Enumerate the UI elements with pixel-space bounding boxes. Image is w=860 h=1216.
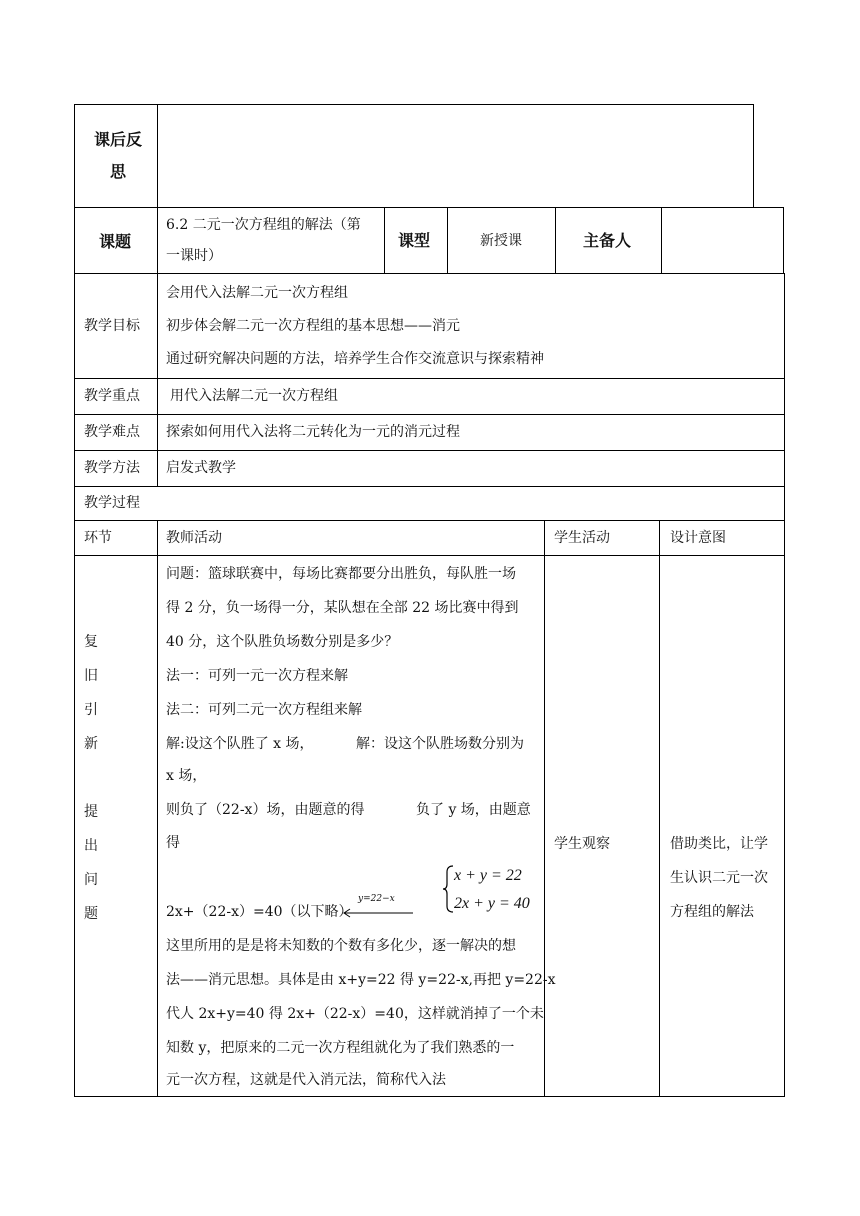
arrow-label: y=22−x bbox=[358, 894, 395, 904]
border bbox=[157, 273, 158, 487]
border bbox=[157, 207, 158, 274]
solution-right-2: 负了 y 场，由题意 bbox=[416, 802, 531, 818]
border bbox=[74, 414, 785, 415]
goal-item: 通过研究解决问题的方法，培养学生合作交流意识与探索精神 bbox=[166, 351, 544, 367]
stage-char: 复 bbox=[84, 634, 98, 650]
solution-left-2: 则负了（22-x）场，由题意的得 bbox=[166, 802, 365, 818]
border bbox=[74, 378, 785, 379]
border bbox=[157, 520, 158, 1097]
border bbox=[74, 1096, 785, 1097]
stage-char: 出 bbox=[84, 838, 98, 854]
border bbox=[661, 207, 662, 274]
type-label: 课型 bbox=[398, 231, 431, 250]
process-label: 教学过程 bbox=[84, 495, 140, 511]
border bbox=[74, 207, 784, 208]
border bbox=[74, 104, 754, 105]
substituted-equation: 2x+（22-x）=40（以下略） bbox=[166, 904, 353, 920]
border bbox=[74, 450, 785, 451]
difficulty-value: 探索如何用代入法将二元转化为一元的消元过程 bbox=[166, 424, 460, 440]
preparer-label: 主备人 bbox=[583, 231, 632, 250]
border bbox=[74, 486, 785, 487]
key-point-label: 教学重点 bbox=[84, 388, 140, 404]
topic-value-2: 一课时） bbox=[166, 248, 222, 264]
border bbox=[74, 273, 75, 1097]
explanation-line: 代人 2x+y=40 得 2x+（22-x）=40，这样就消掉了一个未 bbox=[166, 1006, 544, 1022]
difficulty-label: 教学难点 bbox=[84, 424, 140, 440]
equation-two: 2x + y = 40 bbox=[454, 895, 530, 912]
method-one: 法一：可列一元一次方程来解 bbox=[166, 668, 348, 684]
column-teacher: 教师活动 bbox=[166, 530, 222, 546]
stage-char: 问 bbox=[84, 872, 98, 888]
solution-left: 解:设这个队胜了 x 场， bbox=[166, 736, 314, 752]
problem-line: 得 2 分，负一场得一分，某队想在全部 22 场比赛中得到 bbox=[166, 600, 519, 616]
equation-one: x + y = 22 bbox=[454, 867, 522, 884]
method-label: 教学方法 bbox=[84, 460, 140, 476]
topic-value: 6.2 二元一次方程组的解法（第 bbox=[166, 217, 361, 233]
border bbox=[74, 520, 785, 521]
method-value: 启发式教学 bbox=[166, 460, 236, 476]
solution-right: 解：设这个队胜场数分别为 bbox=[356, 736, 524, 752]
column-intent: 设计意图 bbox=[670, 530, 726, 546]
left-arrow-icon bbox=[342, 903, 414, 913]
border bbox=[384, 207, 385, 274]
goal-item: 会用代入法解二元一次方程组 bbox=[166, 285, 348, 301]
border bbox=[784, 273, 785, 1097]
goals-label: 教学目标 bbox=[84, 318, 140, 334]
student-activity: 学生观察 bbox=[554, 836, 610, 852]
stage-char: 题 bbox=[84, 906, 98, 922]
reflection-label: 课后反 bbox=[94, 130, 143, 149]
border bbox=[157, 104, 158, 208]
stage-char: 提 bbox=[84, 804, 98, 820]
border bbox=[659, 520, 660, 1097]
intent-line: 借助类比，让学 bbox=[670, 836, 768, 852]
border bbox=[74, 273, 784, 274]
column-stage: 环节 bbox=[84, 530, 112, 546]
stage-char: 新 bbox=[84, 736, 98, 752]
border bbox=[753, 104, 754, 208]
column-student: 学生活动 bbox=[554, 530, 610, 546]
explanation-line: 元一次方程，这就是代入消元法，简称代入法 bbox=[166, 1072, 446, 1088]
explanation-line: 法——消元思想。具体是由 x+y=22 得 y=22-x,再把 y=22-x bbox=[166, 972, 556, 988]
problem-line: 40 分，这个队胜负场数分别是多少？ bbox=[166, 634, 399, 650]
reflection-label-2: 思 bbox=[110, 162, 127, 181]
intent-line: 生认识二元一次 bbox=[670, 870, 768, 886]
border bbox=[544, 520, 545, 1097]
border bbox=[74, 555, 785, 556]
explanation-line: 这里所用的是是将未知数的个数有多化少，逐一解决的想 bbox=[166, 938, 516, 954]
goal-item: 初步体会解二元一次方程组的基本思想——消元 bbox=[166, 318, 460, 334]
problem-line: 问题：篮球联赛中，每场比赛都要分出胜负，每队胜一场 bbox=[166, 566, 516, 582]
border bbox=[555, 207, 556, 274]
solution-right-2-cont: 得 bbox=[166, 835, 180, 851]
method-two: 法二：可列二元一次方程组来解 bbox=[166, 702, 362, 718]
intent-line: 方程组的解法 bbox=[670, 904, 754, 920]
solution-right-cont: x 场， bbox=[166, 768, 207, 784]
stage-char: 旧 bbox=[84, 668, 98, 684]
border bbox=[74, 104, 75, 208]
border bbox=[783, 207, 784, 274]
topic-label: 课题 bbox=[99, 232, 132, 251]
stage-char: 引 bbox=[84, 702, 98, 718]
border bbox=[74, 207, 75, 274]
border bbox=[447, 207, 448, 274]
explanation-line: 知数 y，把原来的二元一次方程组就化为了我们熟悉的一 bbox=[166, 1040, 515, 1056]
key-point-value: 用代入法解二元一次方程组 bbox=[170, 388, 338, 404]
type-value: 新授课 bbox=[480, 233, 522, 249]
